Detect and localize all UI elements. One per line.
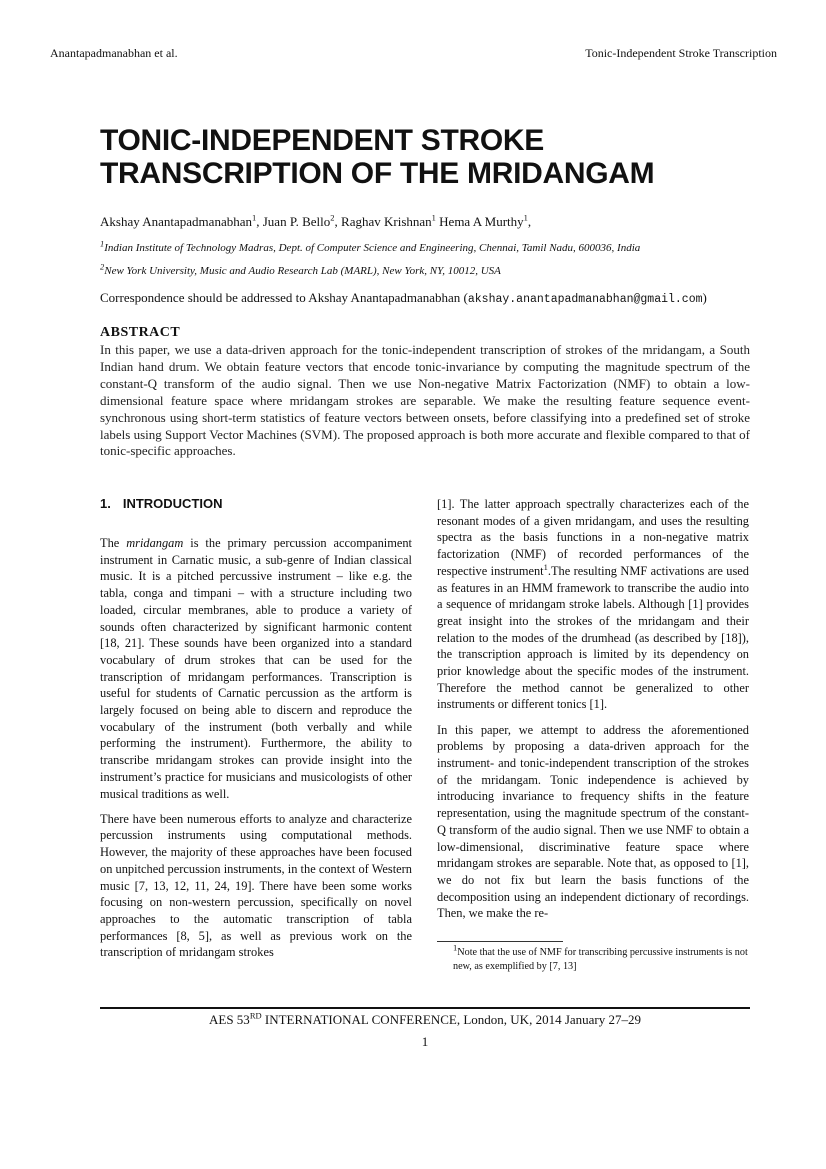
correspondence-line bbox=[100, 290, 707, 306]
abstract-heading: ABSTRACT bbox=[100, 325, 181, 340]
author-name: Raghav Krishnan bbox=[341, 214, 432, 229]
footnote-sup: 1 bbox=[453, 942, 458, 953]
author-affil-sup: 1 bbox=[431, 212, 436, 223]
author-affil-sup: 1 bbox=[523, 212, 528, 223]
intro-paragraph-3 bbox=[437, 496, 749, 713]
paragraph-text: [1]. The latter approach spectrally characterizes each of the resonant modes of a given mridangam, and uses the resulting spectra as the basis functions in a non-negative matrix factorization (NMF) of recorded performances of the respective instrument bbox=[437, 497, 749, 578]
abstract-body: In this paper, we use a data-driven approach for the tonic-independent transcription of strokes of the mridangam, a South Indian hand drum. We obtain feature vectors that encode tonic-invariance by computing the magnitude spectrum of the constant-Q transform of the audio signal. Then we use Non-negative Matrix Factorization (NMF) to obtain a low-dimensional feature space where mridangam strokes are separable. We make the resulting feature sequence event-synchronous using short-term statistics of feature vectors between onsets, before classifying into a predefined set of stroke labels using Support Vector Machines (SVM). The proposed approach is both more accurate and flexible compared to that of tonic-specific approaches. bbox=[100, 342, 750, 459]
author-name: Juan P. Bello bbox=[262, 214, 331, 229]
footer-text: INTERNATIONAL CONFERENCE, London, UK, 2014 January 27–29 bbox=[261, 1012, 641, 1027]
correspondence-text: Correspondence should be addressed to Akshay Anantapadmanabhan ( bbox=[100, 290, 468, 305]
footnote-body bbox=[437, 942, 751, 974]
section-number: 1. bbox=[100, 496, 111, 511]
intro-paragraph-1 bbox=[100, 535, 412, 802]
author-list: Akshay Anantapadmanabhan$^1$, Juan P. Bello$^2$, Raghav Krishnan$^1$ Hema A Murthy$^1$, bbox=[100, 212, 532, 229]
affil-text: Indian Institute of Technology Madras, Dept. of Computer Science and Engineering, Chennai, Tamil Nadu, 600036, India bbox=[104, 242, 641, 254]
footer-text: AES 53 bbox=[209, 1012, 250, 1027]
footnote bbox=[437, 942, 751, 974]
running-header-left: Anantapadmanabhan et al. bbox=[50, 46, 178, 60]
affil-text: New York University, Music and Audio Research Lab (MARL), New York, NY, 10012, USA bbox=[104, 265, 501, 277]
intro-paragraph-2: There have been numerous efforts to analyze and characterize percussion instruments using computational methods. However, the majority of these approaches have been focused on unpitched percussion instruments, in the context of Western music [7, 13, 12, 11, 24, 19]. There have been some works focusing on non-western percussion, specifically on novel approaches to the automatic transcription of tabla performances [8, 5], as well as previous work on the transcription of mridangam strokes bbox=[100, 811, 412, 960]
section-heading bbox=[100, 496, 223, 511]
title-line-2: TRANSCRIPTION OF THE MRIDANGAM bbox=[100, 157, 655, 190]
title-line-1: TONIC-INDEPENDENT STROKE bbox=[100, 124, 544, 157]
section-title: INTRODUCTION bbox=[122, 496, 223, 511]
author-name: Akshay Anantapadmanabhan bbox=[100, 214, 252, 229]
footnote-marker[interactable]: 1 bbox=[543, 561, 548, 572]
affiliation-1 bbox=[100, 238, 641, 254]
affiliation-2 bbox=[100, 261, 501, 277]
paragraph-text: .The resulting NMF activations are used as features in an HMM framework to transcribe the audio into a sequence of mridangam stroke labels. Although [1] provides great insight into the strokes of the mridangam and their relation to the modes of the drumhead (as described by [18]), the transcription approach is limited by its dependency on prior knowledge about the specific modes of the instrument. Therefore the method cannot be generalized to other instruments or different tonics [1]. bbox=[437, 563, 749, 712]
intro-paragraph-4: In this paper, we attempt to address the aforementioned problems by proposing a data-driven approach for the instrument- and tonic-independent transcription of the strokes of the mridangam. Tonic independence is achieved by introducing invariance to frequency shifts in the feature representation, using the magnitude spectrum of the constant-Q transform of the audio signal. Then we use NMF to obtain a low-dimensional, discriminative feature space where mridangam strokes are separable. Note that, as opposed to [1], we do not fix but learn the basis functions of the decomposition using an independent dictionary of recordings. Then, we make the re- bbox=[437, 722, 749, 921]
correspondence-close: ) bbox=[702, 290, 707, 305]
correspondence-email-link[interactable]: akshay.anantapadmanabhan@gmail.com bbox=[467, 293, 703, 306]
running-header-right: Tonic-Independent Stroke Transcription bbox=[585, 46, 777, 60]
paragraph-text: The bbox=[100, 536, 127, 550]
left-column bbox=[100, 535, 412, 970]
emphasis-term: mridangam bbox=[126, 536, 184, 550]
page-number: 1 bbox=[421, 1034, 429, 1049]
right-column bbox=[437, 496, 749, 931]
footer-sup: RD bbox=[249, 1010, 262, 1021]
affil-sup: 2 bbox=[100, 261, 105, 272]
author-name: Hema A Murthy bbox=[439, 214, 524, 229]
footnote-text: Note that the use of NMF for transcribing percussive instruments is not new, as exemplified by [7, 13] bbox=[453, 947, 748, 972]
affil-sup: 1 bbox=[100, 238, 105, 249]
author-affil-sup: 2 bbox=[330, 212, 335, 223]
conference-footer bbox=[100, 1012, 750, 1028]
paper-title bbox=[100, 124, 740, 190]
footer-divider bbox=[100, 1007, 750, 1009]
author-affil-sup: 1 bbox=[251, 212, 257, 223]
paragraph-text: is the primary percussion accompaniment instrument in Carnatic music, a sub-genre of Indian classical music. It is a pitched percussive instrument – like e.g. the tabla, conga and timpani – with a structure including two loaded, circular membranes, able to produce a variety of sounds often characterized by significant harmonic content [18, 21]. These sounds have been organized into a standard vocabulary of drum strokes that can be used for the transcription of mridangam performances. Transcription is useful for students of Carnatic percussion as the artform is largely focused on being able to discern and reproduce the vocabulary of the instrument (both verbally and while performing the instrument). Furthermore, the ability to transcribe mridangam strokes can provide insight into the instrument’s practice for musicians and musicologists of other musical traditions as well. bbox=[100, 536, 412, 801]
